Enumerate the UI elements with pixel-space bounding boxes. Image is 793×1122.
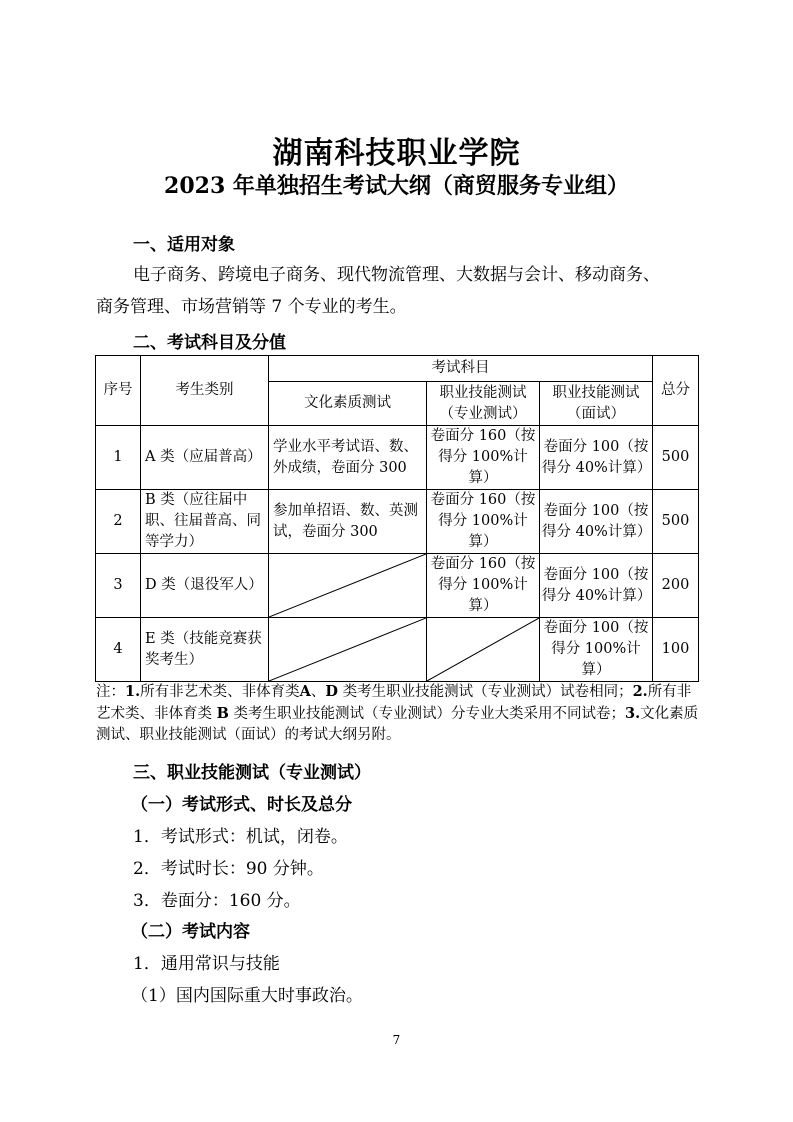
cell-category: D 类（退役军人） — [141, 554, 269, 618]
header-seq: 序号 — [96, 356, 141, 426]
cell-skill-prof: 卷面分 160（按得分 100%计算） — [427, 554, 540, 618]
paragraph-line: 电子商务、跨境电子商务、现代物流管理、大数据与会计、移动商务、 — [133, 265, 660, 285]
table-row — [96, 554, 699, 618]
note-num: 2. — [632, 683, 648, 700]
section-heading: 三、职业技能测试（专业测试） — [133, 763, 371, 783]
note-prefix: 注： — [96, 684, 125, 700]
note-bold: D — [325, 683, 338, 700]
table-note — [96, 681, 700, 746]
exam-subjects-table — [95, 355, 699, 682]
cell-empty-diagonal — [427, 618, 540, 682]
note-text: 、 — [310, 684, 326, 700]
section-heading: 一、适用对象 — [133, 235, 235, 255]
note-bold: A — [299, 683, 311, 700]
header-total: 总分 — [653, 356, 699, 426]
cell-empty-diagonal — [269, 554, 427, 618]
cell-culture: 参加单招语、数、英测试，卷面分 300 — [269, 490, 427, 554]
cell-skill-interview: 卷面分 100（按得分 40%计算） — [540, 490, 653, 554]
list-item: 1．考试形式：机试，闭卷。 — [133, 827, 348, 847]
table-row — [96, 490, 699, 554]
list-item: （1）国内国际重大时事政治。 — [131, 986, 363, 1006]
page-number: 7 — [392, 1033, 401, 1047]
header-skill-interview: 职业技能测试（面试） — [540, 382, 653, 426]
list-item: 3．卷面分：160 分。 — [133, 891, 301, 911]
note-num: 1. — [125, 683, 141, 700]
cell-empty-diagonal — [269, 618, 427, 682]
list-item: 2．考试时长：90 分钟。 — [133, 859, 324, 879]
cell-skill-interview: 卷面分 100（按得分 100%计算） — [540, 618, 653, 682]
header-skill-prof: 职业技能测试（专业测试） — [427, 382, 540, 426]
diagonal-line — [269, 554, 426, 617]
subsection-heading: （二）考试内容 — [131, 922, 250, 942]
document-subtitle: 2023 年单独招生考试大纲（商贸服务专业组） — [164, 173, 629, 199]
cell-total: 500 — [653, 426, 699, 490]
cell-skill-interview: 卷面分 100（按得分 40%计算） — [540, 554, 653, 618]
cell-total: 200 — [653, 554, 699, 618]
cell-seq: 4 — [96, 618, 141, 682]
cell-category: B 类（应往届中职、往届普高、同等学力） — [141, 490, 269, 554]
note-num: 3. — [624, 705, 641, 722]
note-text: 文化素质测试、职业技能测试（面试）的考试大纲另附。 — [96, 706, 699, 743]
cell-skill-prof: 卷面分 160（按得分 100%计算） — [427, 490, 540, 554]
cell-seq: 2 — [96, 490, 141, 554]
note-text: 所有非艺术类、非体育类 — [140, 684, 300, 700]
cell-total: 500 — [653, 490, 699, 554]
cell-category: E 类（技能竞赛获奖考生） — [141, 618, 269, 682]
header-category: 考生类别 — [141, 356, 269, 426]
paragraph-line: 商务管理、市场营销等 7 个专业的考生。 — [96, 297, 407, 317]
cell-skill-interview: 卷面分 100（按得分 40%计算） — [540, 426, 653, 490]
subsection-heading: （一）考试形式、时长及总分 — [131, 795, 352, 815]
note-text: 所有非艺术类、非体育类 — [96, 684, 692, 722]
cell-skill-prof: 卷面分 160（按得分 100%计算） — [427, 426, 540, 490]
note-bold: B — [216, 705, 229, 722]
table-row — [96, 426, 699, 490]
cell-seq: 3 — [96, 554, 141, 618]
list-item: 1．通用常识与技能 — [133, 954, 280, 974]
cell-category: A 类（应届普高） — [141, 426, 269, 490]
header-culture: 文化素质测试 — [269, 382, 427, 426]
cell-total: 100 — [653, 618, 699, 682]
section-heading: 二、考试科目及分值 — [133, 333, 286, 353]
diagonal-line — [427, 618, 539, 681]
note-text: 类考生职业技能测试（专业测试）分专业大类采用不同试卷； — [228, 706, 625, 722]
note-text: 类考生职业技能测试（专业测试）试卷相同； — [337, 684, 633, 700]
table-row — [96, 618, 699, 682]
diagonal-line — [269, 618, 426, 681]
cell-seq: 1 — [96, 426, 141, 490]
cell-culture: 学业水平考试语、数、外成绩，卷面分 300 — [269, 426, 427, 490]
document-title: 湖南科技职业学院 — [272, 136, 521, 171]
header-subjects: 考试科目 — [269, 356, 653, 382]
